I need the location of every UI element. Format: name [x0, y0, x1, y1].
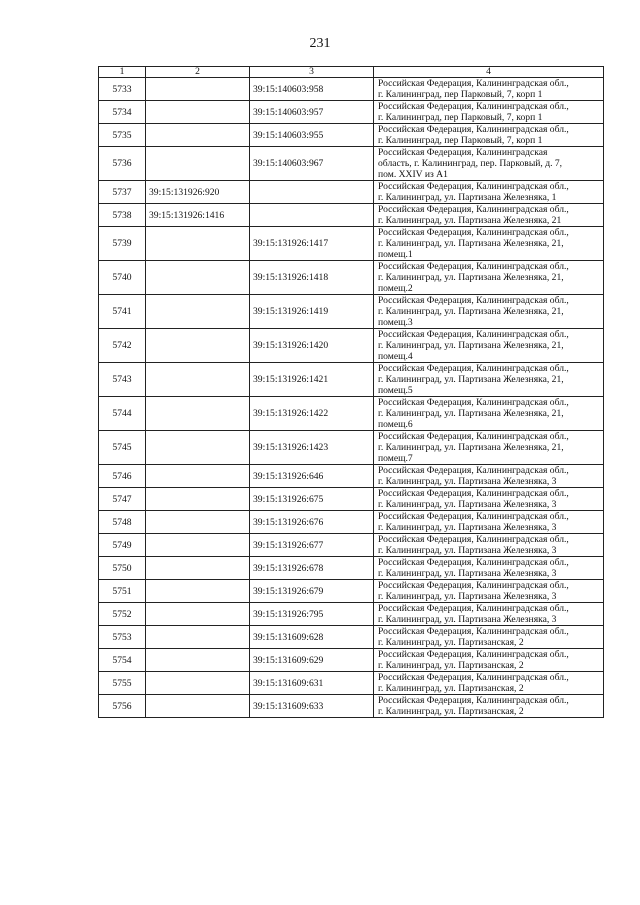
address-cell — [374, 204, 604, 227]
row-number: 5747 — [99, 488, 146, 511]
table-row — [99, 329, 604, 363]
table-row — [99, 101, 604, 124]
row-number: 5743 — [99, 363, 146, 397]
land-cadastral-number — [146, 397, 250, 431]
address-line: Российская Федерация, Калининградская обл., — [378, 397, 569, 408]
land-cadastral-number — [146, 431, 250, 465]
address-cell — [374, 603, 604, 626]
object-cadastral-number: 39:15:131926:1417 — [250, 227, 374, 261]
address-line: Российская Федерация, Калининградская — [378, 147, 548, 158]
address-line: помещ.2 — [378, 283, 413, 294]
address-line: Российская Федерация, Калининградская обл., — [378, 465, 569, 476]
object-cadastral-number: 39:15:131609:631 — [250, 672, 374, 695]
land-cadastral-number — [146, 329, 250, 363]
object-cadastral-number: 39:15:140603:958 — [250, 78, 374, 101]
address-line: г. Калининград, ул. Партизана Железняка, 3 — [378, 614, 557, 625]
address-line: г. Калининград, пер Парковый, 7, корп 1 — [378, 112, 543, 123]
address-cell — [374, 261, 604, 295]
address-line: Российская Федерация, Калининградская обл., — [378, 431, 569, 442]
address-line: Российская Федерация, Калининградская обл., — [378, 557, 569, 568]
land-cadastral-number — [146, 363, 250, 397]
address-line: Российская Федерация, Калининградская обл., — [378, 488, 569, 499]
row-number: 5738 — [99, 204, 146, 227]
address-line: г. Калининград, ул. Партизана Железняка, 21, — [378, 238, 564, 249]
address-line: г. Калининград, ул. Партизанская, 2 — [378, 660, 524, 671]
address-line: г. Калининград, ул. Партизанская, 2 — [378, 706, 524, 717]
address-line: г. Калининград, ул. Партизана Железняка, 21 — [378, 215, 562, 226]
table-row — [99, 181, 604, 204]
table-row — [99, 78, 604, 101]
column-header-2: 2 — [146, 67, 250, 78]
address-line: г. Калининград, ул. Партизана Железняка, 21, — [378, 408, 564, 419]
row-number: 5754 — [99, 649, 146, 672]
table-row — [99, 672, 604, 695]
row-number: 5755 — [99, 672, 146, 695]
address-cell — [374, 397, 604, 431]
address-line: г. Калининград, ул. Партизана Железняка, 21, — [378, 442, 564, 453]
table-row — [99, 261, 604, 295]
land-cadastral-number — [146, 261, 250, 295]
address-line: г. Калининград, ул. Партизана Железняка, 21, — [378, 374, 564, 385]
object-cadastral-number: 39:15:131609:633 — [250, 695, 374, 718]
address-line: г. Калининград, пер Парковый, 7, корп 1 — [378, 89, 543, 100]
address-cell — [374, 124, 604, 147]
address-line: помещ.7 — [378, 453, 413, 464]
row-number: 5756 — [99, 695, 146, 718]
land-cadastral-number — [146, 534, 250, 557]
address-line: г. Калининград, ул. Партизана Железняка, 21, — [378, 306, 564, 317]
table-row — [99, 431, 604, 465]
row-number: 5744 — [99, 397, 146, 431]
table-row — [99, 488, 604, 511]
table-body — [99, 78, 604, 718]
column-header-3: 3 — [250, 67, 374, 78]
header-row — [99, 67, 604, 78]
object-cadastral-number: 39:15:131926:795 — [250, 603, 374, 626]
object-cadastral-number — [250, 204, 374, 227]
row-number: 5737 — [99, 181, 146, 204]
row-number: 5750 — [99, 557, 146, 580]
address-line: пом. XXIV из А1 — [378, 169, 448, 180]
table-row — [99, 295, 604, 329]
object-cadastral-number: 39:15:131926:679 — [250, 580, 374, 603]
table-row — [99, 534, 604, 557]
table-row — [99, 695, 604, 718]
address-line: Российская Федерация, Калининградская обл., — [378, 649, 569, 660]
address-line: Российская Федерация, Калининградская обл., — [378, 580, 569, 591]
row-number: 5749 — [99, 534, 146, 557]
table-row — [99, 397, 604, 431]
object-cadastral-number: 39:15:131926:675 — [250, 488, 374, 511]
address-line: Российская Федерация, Калининградская обл., — [378, 181, 569, 192]
land-cadastral-number: 39:15:131926:1416 — [146, 204, 250, 227]
row-number: 5745 — [99, 431, 146, 465]
address-line: Российская Федерация, Калининградская обл., — [378, 78, 569, 89]
address-line: г. Калининград, ул. Партизана Железняка, 3 — [378, 545, 557, 556]
object-cadastral-number: 39:15:131926:678 — [250, 557, 374, 580]
land-cadastral-number — [146, 626, 250, 649]
address-line: Российская Федерация, Калининградская обл., — [378, 626, 569, 637]
address-cell — [374, 147, 604, 181]
address-line: Российская Федерация, Калининградская обл., — [378, 227, 569, 238]
address-line: г. Калининград, ул. Партизана Железняка, 3 — [378, 568, 557, 579]
column-header-1: 1 — [99, 67, 146, 78]
row-number: 5748 — [99, 511, 146, 534]
address-line: Российская Федерация, Калининградская обл., — [378, 295, 569, 306]
page-number: 231 — [309, 36, 331, 51]
address-cell — [374, 78, 604, 101]
object-cadastral-number: 39:15:131609:628 — [250, 626, 374, 649]
object-cadastral-number: 39:15:131926:1421 — [250, 363, 374, 397]
address-cell — [374, 534, 604, 557]
address-line: помещ.4 — [378, 351, 413, 362]
land-cadastral-number — [146, 295, 250, 329]
object-cadastral-number: 39:15:131926:1420 — [250, 329, 374, 363]
row-number: 5746 — [99, 465, 146, 488]
table-row — [99, 626, 604, 649]
address-cell — [374, 511, 604, 534]
table-row — [99, 603, 604, 626]
land-cadastral-number — [146, 672, 250, 695]
address-line: Российская Федерация, Калининградская обл., — [378, 511, 569, 522]
table-row — [99, 511, 604, 534]
object-cadastral-number: 39:15:131926:1418 — [250, 261, 374, 295]
land-cadastral-number — [146, 101, 250, 124]
object-cadastral-number — [250, 181, 374, 204]
address-line: г. Калининград, пер Парковый, 7, корп 1 — [378, 135, 543, 146]
address-cell — [374, 672, 604, 695]
object-cadastral-number: 39:15:140603:955 — [250, 124, 374, 147]
table-row — [99, 465, 604, 488]
land-cadastral-number — [146, 580, 250, 603]
land-cadastral-number — [146, 227, 250, 261]
row-number: 5741 — [99, 295, 146, 329]
row-number: 5734 — [99, 101, 146, 124]
object-cadastral-number: 39:15:131926:1422 — [250, 397, 374, 431]
row-number: 5742 — [99, 329, 146, 363]
address-line: помещ.3 — [378, 317, 413, 328]
table-row — [99, 227, 604, 261]
land-cadastral-number — [146, 557, 250, 580]
address-line: г. Калининград, ул. Партизана Железняка, 1 — [378, 192, 557, 203]
address-line: Российская Федерация, Калининградская обл., — [378, 695, 569, 706]
address-cell — [374, 101, 604, 124]
object-cadastral-number: 39:15:131926:1423 — [250, 431, 374, 465]
address-line: г. Калининград, ул. Партизана Железняка, 21, — [378, 272, 564, 283]
row-number: 5740 — [99, 261, 146, 295]
address-line: Российская Федерация, Калининградская обл., — [378, 363, 569, 374]
table-row — [99, 204, 604, 227]
address-cell — [374, 557, 604, 580]
address-cell — [374, 488, 604, 511]
address-line: г. Калининград, ул. Партизанская, 2 — [378, 637, 524, 648]
table-row — [99, 557, 604, 580]
land-cadastral-number — [146, 124, 250, 147]
address-line: Российская Федерация, Калининградская обл., — [378, 101, 569, 112]
row-number: 5733 — [99, 78, 146, 101]
table-row — [99, 580, 604, 603]
address-line: помещ.5 — [378, 385, 413, 396]
address-cell — [374, 695, 604, 718]
address-cell — [374, 181, 604, 204]
object-cadastral-number: 39:15:131926:1419 — [250, 295, 374, 329]
object-cadastral-number: 39:15:131609:629 — [250, 649, 374, 672]
address-cell — [374, 227, 604, 261]
object-cadastral-number: 39:15:140603:967 — [250, 147, 374, 181]
address-line: Российская Федерация, Калининградская обл., — [378, 672, 569, 683]
table-row — [99, 124, 604, 147]
address-line: область, г. Калининград, пер. Парковый, д. 7, — [378, 158, 563, 169]
row-number: 5753 — [99, 626, 146, 649]
address-line: г. Калининград, ул. Партизана Железняка, 3 — [378, 476, 557, 487]
address-line: г. Калининград, ул. Партизана Железняка, 3 — [378, 499, 557, 510]
object-cadastral-number: 39:15:140603:957 — [250, 101, 374, 124]
row-number: 5735 — [99, 124, 146, 147]
land-cadastral-number: 39:15:131926:920 — [146, 181, 250, 204]
address-line: Российская Федерация, Калининградская обл., — [378, 204, 569, 215]
register-table — [98, 66, 604, 718]
address-cell — [374, 649, 604, 672]
address-line: Российская Федерация, Калининградская обл., — [378, 124, 569, 135]
land-cadastral-number — [146, 488, 250, 511]
address-cell — [374, 465, 604, 488]
land-cadastral-number — [146, 147, 250, 181]
address-cell — [374, 626, 604, 649]
column-header-4: 4 — [374, 67, 604, 78]
row-number: 5739 — [99, 227, 146, 261]
address-line: г. Калининград, ул. Партизанская, 2 — [378, 683, 524, 694]
land-cadastral-number — [146, 603, 250, 626]
address-cell — [374, 295, 604, 329]
address-line: г. Калининград, ул. Партизана Железняка, 21, — [378, 340, 564, 351]
table-row — [99, 363, 604, 397]
row-number: 5736 — [99, 147, 146, 181]
address-line: Российская Федерация, Калининградская обл., — [378, 329, 569, 340]
address-line: Российская Федерация, Калининградская обл., — [378, 534, 569, 545]
object-cadastral-number: 39:15:131926:677 — [250, 534, 374, 557]
land-cadastral-number — [146, 695, 250, 718]
address-line: Российская Федерация, Калининградская обл., — [378, 603, 569, 614]
table-row — [99, 147, 604, 181]
object-cadastral-number: 39:15:131926:676 — [250, 511, 374, 534]
table-row — [99, 649, 604, 672]
land-cadastral-number — [146, 78, 250, 101]
address-cell — [374, 329, 604, 363]
address-line: Российская Федерация, Калининградская обл., — [378, 261, 569, 272]
address-line: г. Калининград, ул. Партизана Железняка, 3 — [378, 591, 557, 602]
row-number: 5752 — [99, 603, 146, 626]
address-cell — [374, 580, 604, 603]
land-cadastral-number — [146, 649, 250, 672]
address-line: помещ.1 — [378, 249, 413, 260]
address-cell — [374, 431, 604, 465]
address-cell — [374, 363, 604, 397]
address-line: помещ.6 — [378, 419, 413, 430]
object-cadastral-number: 39:15:131926:646 — [250, 465, 374, 488]
land-cadastral-number — [146, 511, 250, 534]
address-line: г. Калининград, ул. Партизана Железняка, 3 — [378, 522, 557, 533]
row-number: 5751 — [99, 580, 146, 603]
land-cadastral-number — [146, 465, 250, 488]
